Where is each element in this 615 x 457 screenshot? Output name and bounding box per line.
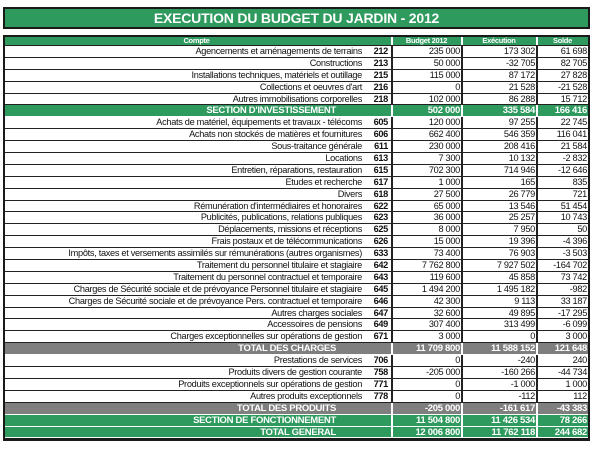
account-code: 617 <box>373 176 388 187</box>
account-label: Achats de matériel, équipements et travaux - télécoms <box>156 117 362 128</box>
account-label: TOTAL DES CHARGES <box>238 343 336 355</box>
table-row <box>5 177 588 189</box>
account-code: 671 <box>373 331 388 342</box>
account-cell <box>5 308 393 319</box>
solde-cell: 82 705 <box>560 57 587 68</box>
solde-cell: -164 702 <box>553 260 587 271</box>
table-row <box>5 117 588 129</box>
account-label: Collections et oeuvres d'art <box>259 81 362 92</box>
solde-cell: 27 828 <box>560 69 587 80</box>
account-code: 706 <box>373 355 388 366</box>
execution-cell: 0 <box>463 331 538 342</box>
account-cell <box>5 165 393 176</box>
execution-cell: 208 416 <box>463 141 538 152</box>
account-cell <box>5 355 393 366</box>
budget-cell: 12 006 800 <box>393 427 463 438</box>
budget-cell: 235 000 <box>393 46 463 57</box>
account-label: SECTION DE FONCTIONNEMENT <box>193 414 336 426</box>
solde-cell: -2 832 <box>562 153 587 164</box>
account-cell <box>5 201 393 212</box>
account-cell <box>5 189 393 200</box>
budget-cell: 662 400 <box>393 129 463 140</box>
budget-cell: 502 000 <box>393 105 463 116</box>
execution-cell: 76 903 <box>463 248 538 259</box>
table-row <box>5 296 588 308</box>
account-cell <box>5 415 393 426</box>
account-label: Traitement du personnel titulaire et stagiaire <box>196 260 362 271</box>
column-header-solde: Solde <box>553 37 572 45</box>
solde-cell: 10 743 <box>560 212 587 223</box>
execution-cell: -160 266 <box>463 367 538 378</box>
solde-cell: -4 396 <box>562 236 587 247</box>
account-code: 647 <box>373 307 388 318</box>
account-cell <box>5 379 393 390</box>
account-cell <box>5 58 393 69</box>
table-header-row <box>5 37 588 46</box>
account-label: SECTION D'INVESTISSEMENT <box>206 105 336 117</box>
solde-cell: 50 <box>577 224 587 235</box>
solde-cell: -982 <box>569 283 587 294</box>
account-code: 618 <box>373 188 388 199</box>
account-code: 218 <box>373 93 388 104</box>
budget-cell: 102 000 <box>393 94 463 105</box>
budget-cell: 32 600 <box>393 308 463 319</box>
account-code: 213 <box>373 57 388 68</box>
budget-cell: 36 000 <box>393 212 463 223</box>
execution-cell: -1 000 <box>463 379 538 390</box>
budget-cell: 0 <box>393 82 463 93</box>
execution-cell: 9 113 <box>463 296 538 307</box>
account-cell <box>5 94 393 105</box>
table-row <box>5 153 588 165</box>
account-code: 613 <box>373 153 388 164</box>
budget-cell: 1 000 <box>393 177 463 188</box>
solde-cell: -12 646 <box>557 164 587 175</box>
execution-cell: 546 359 <box>463 129 538 140</box>
table-row <box>5 201 588 213</box>
account-label: Traitement du personnel contractuel et temporaire <box>173 271 362 282</box>
budget-cell: 702 300 <box>393 165 463 176</box>
table-row <box>5 129 588 141</box>
budget-cell: 3 000 <box>393 331 463 342</box>
table-row <box>5 331 588 343</box>
account-label: Autres immobilisations corporelles <box>232 93 362 104</box>
account-cell <box>5 260 393 271</box>
table-row <box>5 379 588 391</box>
account-code: 626 <box>373 236 388 247</box>
budget-cell: 11 504 800 <box>393 415 463 426</box>
table-row <box>5 272 588 284</box>
account-code: 216 <box>373 81 388 92</box>
budget-cell: 42 300 <box>393 296 463 307</box>
execution-cell: 11 588 152 <box>463 343 538 354</box>
execution-cell: 335 584 <box>463 105 538 116</box>
account-cell <box>5 224 393 235</box>
execution-cell: 45 858 <box>463 272 538 283</box>
solde-cell: -44 734 <box>557 367 587 378</box>
table-row <box>5 141 588 153</box>
account-cell <box>5 296 393 307</box>
account-code: 611 <box>374 141 388 152</box>
account-cell <box>5 403 393 414</box>
execution-cell: 49 895 <box>463 308 538 319</box>
budget-cell: 0 <box>393 355 463 366</box>
account-label: TOTAL GENERAL <box>260 426 336 438</box>
page-title: EXECUTION DU BUDGET DU JARDIN - 2012 <box>3 7 590 29</box>
account-label: Déplacements, missions et réceptions <box>218 224 362 235</box>
account-code: 646 <box>373 295 388 306</box>
budget-cell: 1 494 200 <box>393 284 463 295</box>
account-cell <box>5 236 393 247</box>
account-code: 606 <box>373 129 388 140</box>
account-label: Locations <box>325 153 362 164</box>
account-label: Produits exceptionnels sur opérations de gestion <box>178 378 362 389</box>
account-label: Accessoires de pensions <box>267 319 362 330</box>
account-code: 645 <box>373 283 388 294</box>
account-label: Charges exceptionnelles sur opérations de gestion <box>170 331 362 342</box>
account-code: 643 <box>373 271 388 282</box>
table-row <box>5 94 588 106</box>
budget-cell: 27 500 <box>393 189 463 200</box>
solde-cell: 112 <box>573 390 587 401</box>
account-cell <box>5 343 393 354</box>
account-cell <box>5 391 393 402</box>
account-code: 642 <box>373 260 388 271</box>
execution-cell: 13 546 <box>463 201 538 212</box>
budget-cell: 73 400 <box>393 248 463 259</box>
solde-cell: 21 584 <box>560 141 587 152</box>
budget-cell: 50 000 <box>393 58 463 69</box>
solde-cell: 121 648 <box>554 343 587 355</box>
budget-cell: 230 000 <box>393 141 463 152</box>
solde-cell: 1 000 <box>565 378 587 389</box>
account-label: Charges de Sécurité sociale et de prévoyance Personnel titulaire et stagiaire <box>73 283 362 294</box>
table-row <box>5 284 588 296</box>
account-code: 615 <box>373 164 388 175</box>
execution-cell: 19 396 <box>463 236 538 247</box>
account-cell <box>5 319 393 330</box>
table-row <box>5 391 588 403</box>
budget-cell: 0 <box>393 391 463 402</box>
execution-cell: 26 779 <box>463 189 538 200</box>
table-row <box>5 355 588 367</box>
table-row <box>5 46 588 58</box>
account-code: 649 <box>373 319 388 330</box>
execution-cell: 7 950 <box>463 224 538 235</box>
account-cell <box>5 331 393 342</box>
account-cell <box>5 129 393 140</box>
account-cell <box>5 272 393 283</box>
execution-cell: 21 528 <box>463 82 538 93</box>
budget-table <box>3 35 590 441</box>
execution-cell: 10 132 <box>463 153 538 164</box>
account-cell <box>5 46 393 57</box>
column-header-execution: Exécution <box>463 37 538 45</box>
table-row <box>5 165 588 177</box>
column-header-budget: Budget 2012 <box>393 37 463 45</box>
execution-cell: 313 499 <box>463 319 538 330</box>
table-row <box>5 236 588 248</box>
account-cell <box>5 153 393 164</box>
solde-cell: 244 682 <box>554 426 587 438</box>
execution-cell: 97 255 <box>463 117 538 128</box>
execution-cell: -32 705 <box>463 58 538 69</box>
table-row <box>5 319 588 331</box>
budget-cell: 119 600 <box>393 272 463 283</box>
solde-cell: -3 503 <box>562 248 587 259</box>
budget-cell: 8 000 <box>393 224 463 235</box>
solde-cell: 51 454 <box>560 200 587 211</box>
total-row <box>5 415 588 427</box>
total-row <box>5 403 588 415</box>
table-row <box>5 367 588 379</box>
account-label: Produits divers de gestion courante <box>228 367 362 378</box>
solde-cell: 33 187 <box>560 295 587 306</box>
account-code: 771 <box>373 378 388 389</box>
account-label: Impôts, taxes et versements assimilés sur rémunérations (autres organismes) <box>68 248 362 259</box>
budget-cell: 15 000 <box>393 236 463 247</box>
total-row <box>5 105 588 117</box>
column-header-compte: Compte <box>5 37 393 45</box>
solde-cell: 22 745 <box>560 117 587 128</box>
account-cell <box>5 367 393 378</box>
budget-cell: -205 000 <box>393 367 463 378</box>
table-row <box>5 248 588 260</box>
solde-cell: 3 000 <box>565 331 587 342</box>
account-code: 633 <box>373 248 388 259</box>
budget-cell: 120 000 <box>393 117 463 128</box>
execution-cell: -240 <box>463 355 538 366</box>
solde-cell: 73 742 <box>560 271 587 282</box>
account-label: Entretien, réparations, restauration <box>231 164 362 175</box>
solde-cell: -6 099 <box>562 319 587 330</box>
execution-cell: -112 <box>463 391 538 402</box>
execution-cell: 11 762 118 <box>463 427 538 438</box>
table-row <box>5 260 588 272</box>
solde-cell: 166 416 <box>554 105 587 117</box>
execution-cell: 173 302 <box>463 46 538 57</box>
budget-cell: 7 762 800 <box>393 260 463 271</box>
execution-cell: 86 288 <box>463 94 538 105</box>
execution-cell: 7 927 502 <box>463 260 538 271</box>
account-label: Autres charges sociales <box>271 307 362 318</box>
total-row <box>5 427 588 439</box>
account-code: 605 <box>373 117 388 128</box>
account-label: Rémunération d'intermédiaires et honoraires <box>193 200 362 211</box>
budget-cell: 7 300 <box>393 153 463 164</box>
solde-cell: -43 383 <box>556 402 587 414</box>
account-code: 778 <box>373 390 388 401</box>
budget-cell: 307 400 <box>393 319 463 330</box>
budget-cell: 65 000 <box>393 201 463 212</box>
budget-cell: -205 000 <box>393 403 463 414</box>
account-code: 625 <box>373 224 388 235</box>
solde-cell: 61 698 <box>560 46 587 56</box>
account-label: Installations techniques, matériels et outillage <box>191 69 362 80</box>
account-code: 215 <box>373 69 388 80</box>
account-cell <box>5 427 393 438</box>
solde-cell: 116 041 <box>556 129 587 140</box>
solde-cell: 78 266 <box>559 414 587 426</box>
table-row <box>5 189 588 201</box>
execution-cell: 11 426 534 <box>463 415 538 426</box>
execution-cell: 165 <box>463 177 538 188</box>
table-row <box>5 82 588 94</box>
account-cell <box>5 117 393 128</box>
account-label: Divers <box>337 188 362 199</box>
execution-cell: -161 617 <box>463 403 538 414</box>
table-row <box>5 224 588 236</box>
account-label: Frais postaux et de télécommunications <box>211 236 362 247</box>
account-cell <box>5 248 393 259</box>
solde-cell: 721 <box>572 188 587 199</box>
table-row <box>5 308 588 320</box>
account-label: Constructions <box>309 57 362 68</box>
account-cell <box>5 284 393 295</box>
solde-cell: 15 712 <box>560 93 587 104</box>
budget-cell: 11 709 800 <box>393 343 463 354</box>
execution-cell: 25 257 <box>463 212 538 223</box>
account-cell <box>5 105 393 116</box>
account-cell <box>5 82 393 93</box>
account-label: Autres produits exceptionnels <box>250 390 362 401</box>
account-code: 758 <box>373 367 388 378</box>
table-row <box>5 212 588 224</box>
account-cell <box>5 141 393 152</box>
total-row <box>5 343 588 355</box>
account-label: TOTAL DES PRODUITS <box>236 402 336 414</box>
solde-cell: -21 528 <box>557 81 587 92</box>
execution-cell: 1 495 182 <box>463 284 538 295</box>
table-row <box>5 58 588 70</box>
account-label: Agencements et aménagements de terrains <box>195 46 362 56</box>
account-code: 212 <box>373 46 388 56</box>
solde-cell: 240 <box>572 355 587 366</box>
account-cell <box>5 177 393 188</box>
solde-cell: -17 295 <box>557 307 587 318</box>
budget-cell: 115 000 <box>393 70 463 81</box>
account-code: 622 <box>373 200 388 211</box>
account-label: Achats non stockés de matières et fournitures <box>189 129 362 140</box>
solde-cell: 835 <box>572 176 587 187</box>
execution-cell: 87 172 <box>463 70 538 81</box>
account-label: Etudes et recherche <box>285 176 362 187</box>
account-label: Publicités, publications, relations publiques <box>200 212 362 223</box>
account-cell <box>5 70 393 81</box>
table-row <box>5 70 588 82</box>
execution-cell: 714 946 <box>463 165 538 176</box>
account-label: Charges de Sécurité sociale et de prévoyance Pers. contractuel et temporaire <box>68 295 362 306</box>
account-code: 623 <box>373 212 388 223</box>
budget-cell: 0 <box>393 379 463 390</box>
account-label: Prestations de services <box>273 355 362 366</box>
account-label: Sous-traitance générale <box>271 141 362 152</box>
account-cell <box>5 212 393 223</box>
